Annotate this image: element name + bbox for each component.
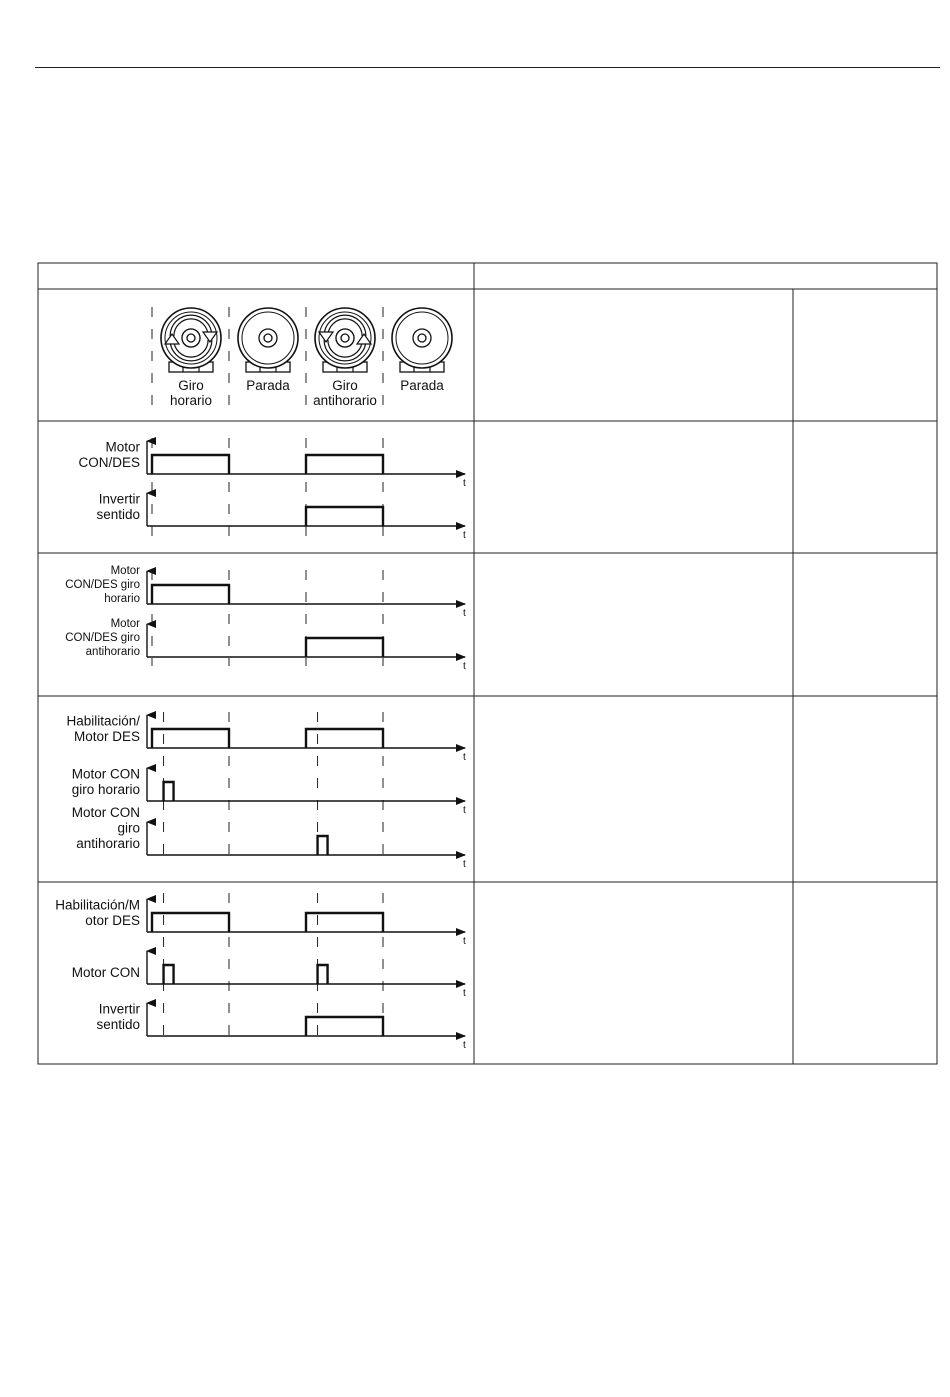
- signal-pulse: [306, 455, 383, 474]
- motor-icon: [392, 308, 452, 372]
- motor-state-label: Giro: [332, 378, 358, 393]
- signal-label: CON/DES giro: [65, 579, 140, 591]
- time-axis-label: t: [463, 936, 466, 947]
- signal-trace: [72, 805, 466, 870]
- signal-pulse: [164, 782, 174, 801]
- time-axis-label: t: [463, 859, 466, 870]
- signal-label: Habilitación/M: [55, 897, 140, 913]
- time-axis-label: t: [463, 478, 466, 489]
- motor-icon: [238, 308, 298, 372]
- motor-state-label: horario: [169, 393, 213, 408]
- signal-trace: [66, 714, 466, 764]
- motor-state-label: Parada: [400, 378, 444, 393]
- signal-pulse: [318, 965, 328, 984]
- signal-label: otor DES: [85, 913, 140, 928]
- signal-label: horario: [104, 593, 140, 605]
- time-axis-label: t: [463, 608, 466, 619]
- signal-label: Invertir: [98, 491, 140, 507]
- signal-trace: [78, 440, 466, 490]
- signal-label: Motor: [110, 565, 140, 577]
- motor-icon: [315, 308, 375, 372]
- signal-trace: [65, 565, 466, 619]
- motor-icon: [161, 308, 221, 372]
- time-axis-label: t: [463, 752, 466, 763]
- signal-label: antihorario: [85, 646, 140, 658]
- signal-label: Invertir: [98, 1001, 140, 1017]
- signal-trace: [96, 1002, 466, 1052]
- motor-state-label: Parada: [246, 378, 290, 393]
- timing-row: [66, 712, 466, 870]
- timing-row: [55, 893, 466, 1051]
- signal-pulse: [306, 638, 383, 657]
- time-axis-label: t: [463, 988, 466, 999]
- timing-row: [78, 438, 466, 541]
- table-border: [38, 263, 937, 1064]
- timing-row: [65, 565, 466, 672]
- signal-pulse: [152, 455, 229, 474]
- signal-label: giro: [117, 820, 140, 836]
- timing-diagrams: [55, 438, 466, 1051]
- signal-label: giro horario: [71, 782, 140, 797]
- table-grid: [38, 263, 937, 1064]
- signal-label: Motor CON: [71, 805, 140, 820]
- time-axis-label: t: [463, 1040, 466, 1051]
- time-axis-label: t: [463, 530, 466, 541]
- signal-trace: [65, 618, 466, 672]
- signal-pulse: [318, 836, 328, 855]
- signal-label: Motor: [110, 618, 140, 630]
- signal-label: Motor CON: [71, 965, 140, 980]
- signal-label: Motor: [105, 439, 140, 455]
- time-axis-label: t: [463, 805, 466, 816]
- signal-label: sentido: [96, 507, 140, 522]
- time-axis-label: t: [463, 661, 466, 672]
- signal-label: Habilitación/: [66, 713, 140, 729]
- signal-pulse: [306, 507, 383, 526]
- signal-label: CON/DES: [78, 455, 140, 470]
- signal-label: CON/DES giro: [65, 632, 140, 644]
- signal-trace: [72, 951, 466, 999]
- signal-label: sentido: [96, 1017, 140, 1032]
- signal-label: Motor DES: [73, 729, 140, 744]
- motor-states-row: [152, 307, 452, 414]
- signal-pulse: [164, 965, 174, 984]
- signal-pulse: [152, 585, 229, 604]
- motor-state-label: antihorario: [313, 393, 377, 408]
- signal-label: antihorario: [76, 836, 140, 851]
- motor-state-label: Giro: [178, 378, 204, 393]
- signal-trace: [55, 898, 466, 948]
- signal-label: Motor CON: [71, 766, 140, 782]
